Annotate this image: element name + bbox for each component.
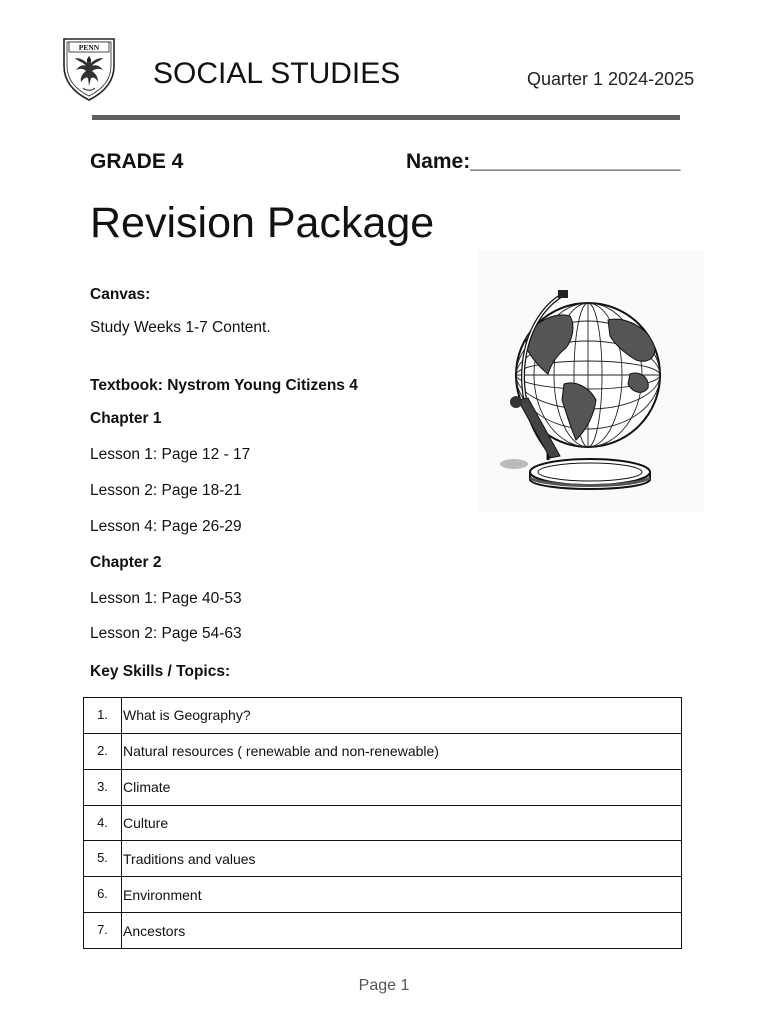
lesson-item: Lesson 1: Page 12 - 17 — [90, 446, 251, 463]
row-number: 6. — [84, 877, 122, 913]
name-field: Name:__________________ — [406, 150, 681, 173]
globe-illustration — [478, 250, 704, 512]
table-row — [84, 698, 682, 734]
skills-heading: Key Skills / Topics: — [90, 663, 231, 680]
svg-text:PENN: PENN — [78, 43, 100, 52]
penn-crest-logo — [61, 36, 117, 102]
row-number: 5. — [84, 841, 122, 877]
header-divider — [92, 115, 680, 120]
row-number: 3. — [84, 769, 122, 805]
canvas-heading: Canvas: — [90, 286, 151, 303]
table-row — [84, 769, 682, 805]
topic-cell: Climate — [122, 769, 682, 805]
page-title: Revision Package — [90, 199, 435, 247]
topic-cell: What is Geography? — [122, 698, 682, 734]
page-number: Page 1 — [358, 977, 410, 994]
lesson-item: Lesson 2: Page 18-21 — [90, 482, 242, 499]
row-number: 2. — [84, 733, 122, 769]
row-number: 1. — [84, 698, 122, 734]
lesson-item: Lesson 4: Page 26-29 — [90, 518, 242, 535]
topic-cell: Traditions and values — [122, 841, 682, 877]
table-row — [84, 913, 682, 949]
topic-cell: Culture — [122, 805, 682, 841]
topic-cell: Natural resources ( renewable and non-renewable) — [122, 733, 682, 769]
canvas-text: Study Weeks 1-7 Content. — [90, 319, 271, 336]
chapter-heading: Chapter 2 — [90, 554, 162, 571]
topic-cell: Ancestors — [122, 913, 682, 949]
grade-label: GRADE 4 — [90, 150, 184, 173]
subject-title: SOCIAL STUDIES — [153, 57, 401, 90]
skills-table — [83, 697, 682, 949]
table-row — [84, 841, 682, 877]
chapter-heading: Chapter 1 — [90, 410, 162, 427]
quarter-label: Quarter 1 2024-2025 — [527, 69, 695, 89]
row-number: 4. — [84, 805, 122, 841]
topic-cell: Environment — [122, 877, 682, 913]
row-number: 7. — [84, 913, 122, 949]
table-row — [84, 805, 682, 841]
lesson-item: Lesson 2: Page 54-63 — [90, 625, 242, 642]
lesson-item: Lesson 1: Page 40-53 — [90, 590, 242, 607]
table-row — [84, 877, 682, 913]
textbook-heading: Textbook: Nystrom Young Citizens 4 — [90, 377, 358, 394]
table-row — [84, 733, 682, 769]
